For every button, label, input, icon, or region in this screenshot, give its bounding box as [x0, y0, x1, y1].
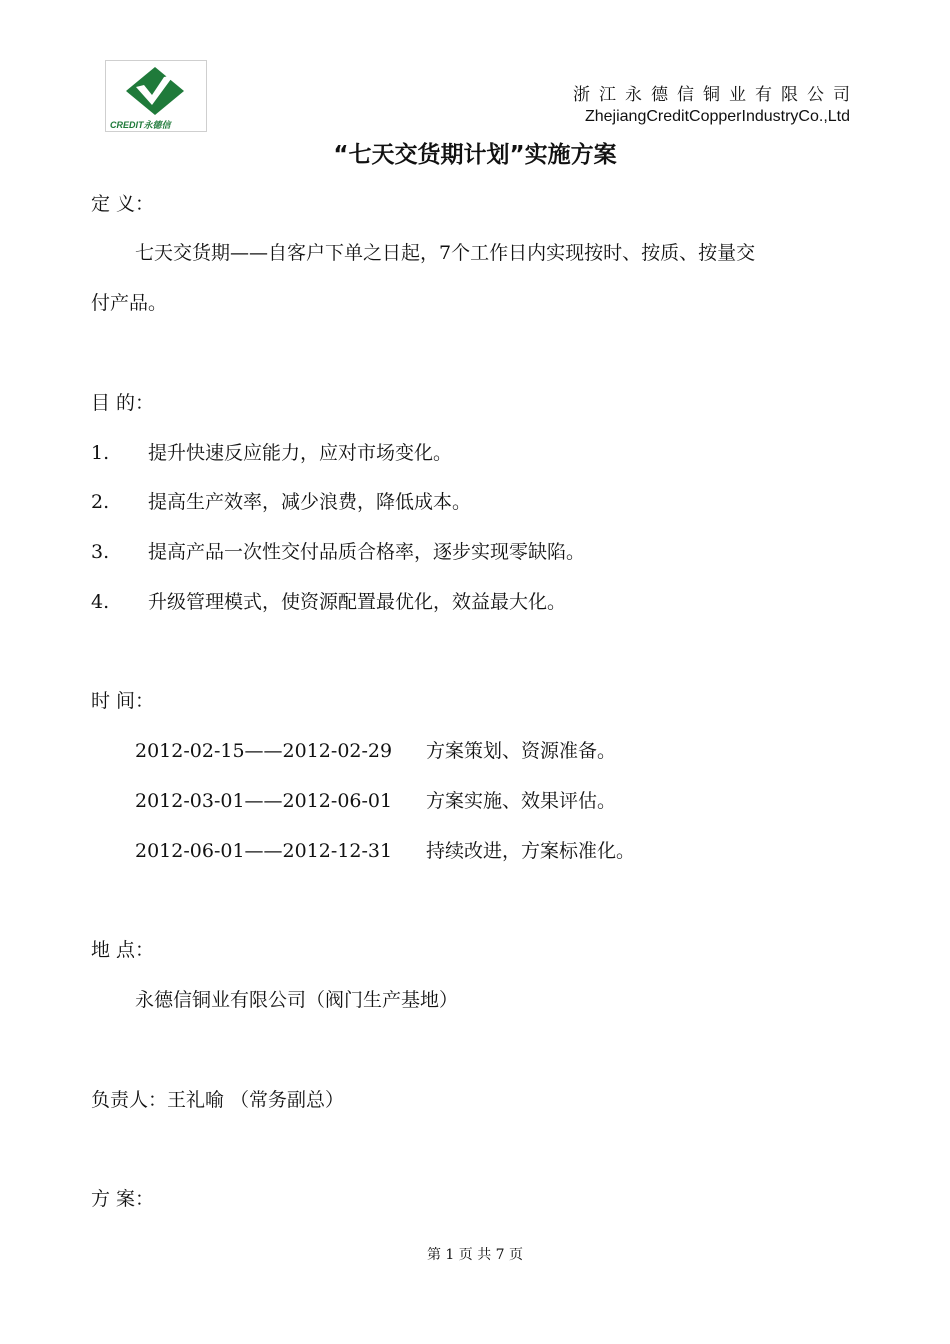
purpose-item-text: 提高生产效率，减少浪费，降低成本。 [148, 491, 472, 513]
company-name-cn: 浙江永德信铜业有限公司 [573, 85, 859, 104]
schedule-dates: 2012-03-01——2012-06-01 [135, 790, 393, 812]
definition-heading: 定 义： [91, 193, 155, 215]
company-name-en: ZhejiangCreditCopperIndustryCo.,Ltd [584, 108, 850, 125]
place-text: 永德信铜业有限公司（阀门生产基地） [135, 989, 459, 1011]
schedule-text: 方案实施、效果评估。 [426, 790, 617, 812]
purpose-item [91, 540, 585, 564]
purpose-item [91, 590, 566, 614]
schedule-item [135, 839, 635, 863]
purpose-item-number: 1. [91, 442, 110, 464]
purpose-item [91, 490, 471, 514]
company-logo [105, 60, 207, 132]
purpose-item [91, 441, 452, 465]
plan-heading: 方 案： [91, 1188, 155, 1210]
schedule-item [135, 739, 616, 763]
purpose-item-number: 4. [91, 591, 110, 613]
document-title: “七天交货期计划”实施方案 [333, 142, 617, 168]
definition-line-1: 七天交货期——自客户下单之日起，7个工作日内实现按时、按质、按量交 [135, 242, 756, 264]
owner-line: 负责人：王礼喻 （常务副总） [91, 1089, 345, 1111]
schedule-dates: 2012-06-01——2012-12-31 [135, 840, 393, 862]
schedule-item [135, 789, 616, 813]
place-heading: 地 点： [91, 939, 155, 961]
purpose-item-text: 提升快速反应能力，应对市场变化。 [148, 442, 453, 464]
schedule-text: 持续改进，方案标准化。 [426, 840, 636, 862]
purpose-item-number: 3. [91, 541, 110, 563]
schedule-text: 方案策划、资源准备。 [426, 740, 617, 762]
purpose-item-text: 提高产品一次性交付品质合格率，逐步实现零缺陷。 [148, 541, 586, 563]
page-footer: 第 1 页 共 7 页 [426, 1247, 524, 1263]
definition-line-2: 付产品。 [91, 292, 168, 314]
company-name-block [573, 84, 859, 128]
schedule-dates: 2012-02-15——2012-02-29 [135, 740, 393, 762]
purpose-heading: 目 的： [91, 392, 155, 414]
purpose-item-number: 2. [91, 491, 110, 513]
time-heading: 时 间： [91, 690, 155, 712]
purpose-item-text: 升级管理模式，使资源配置最优化，效益最大化。 [148, 591, 567, 613]
credit-logo-icon [124, 65, 186, 117]
logo-text: CREDIT永德信 [110, 120, 171, 130]
